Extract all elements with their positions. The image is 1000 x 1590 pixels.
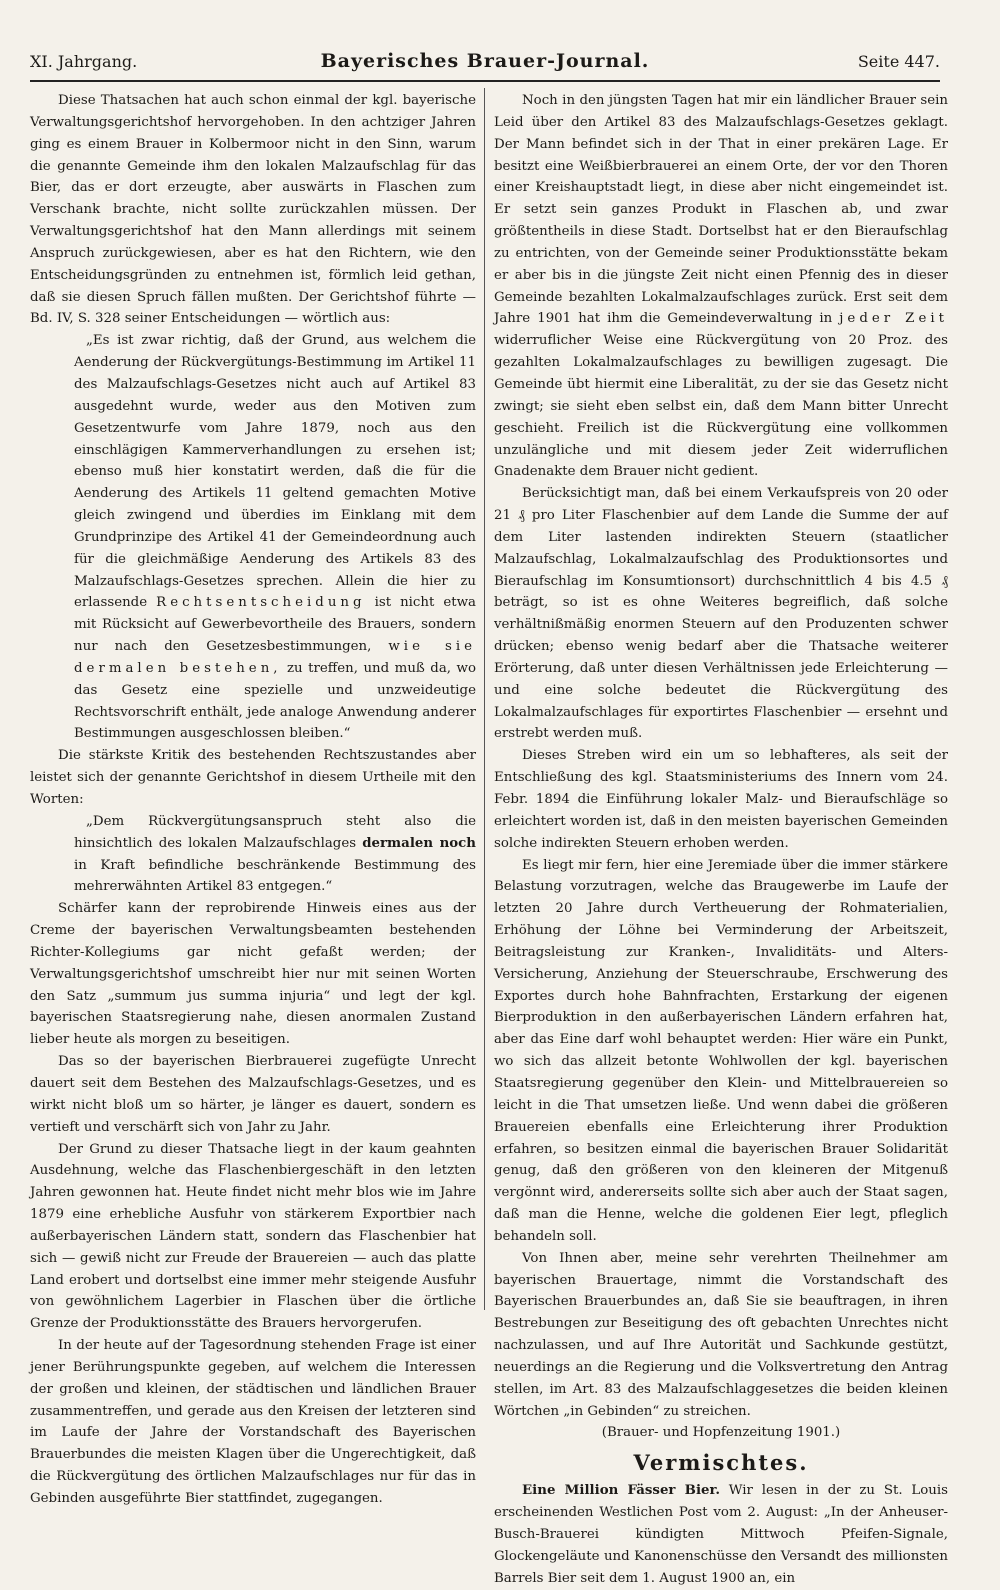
journal-title: Bayerisches Brauer-Journal.: [320, 50, 650, 72]
paragraph: In der heute auf der Tagesordnung stehenden Frage ist einer jener Berührungspunkte gegeben, auf welchem die Interessen der großen und kleinen, der städtischen und ländlichen Brauer zusammentreffen, und gerade aus den Kreisen der letzteren sind im Laufe der Jahre der Vorstandschaft des Bayerischen Brauerbundes die meisten Klagen über die Ungerechtigkeit, daß die Rückvergütung des örtlichen Malzaufschlages nur für das in Gebinden ausgeführte Bier stattfindet, zugegangen.: [30, 1338, 476, 1506]
paragraph: Die stärkste Kritik des bestehenden Rechtszustandes aber leistet sich der genannte Gerichtshof in diesem Urtheile mit den Worten:: [30, 748, 476, 807]
right-column: [494, 90, 948, 1590]
left-column: [30, 90, 476, 1510]
paragraph: Dieses Streben wird ein um so lebhafteres, als seit der Entschließung des kgl. Staatsministeriums des Innern vom 24. Febr. 1894 die Einführung lokaler Malz- und Bieraufschläge so erleichtert worden ist, daß in den meisten bayerischen Gemeinden solche indirekten Steuern erhoben werden.: [494, 748, 948, 851]
paragraph: Berücksichtigt man, daß bei einem Verkaufspreis von 20 oder 21 ₰ pro Liter Flaschenbier auf dem Lande die Summe der auf dem Liter lastenden indirekten Steuern (staatlicher Malzaufschlag, Lokalmalzaufschlag des Produktionsortes und Bieraufschlag im Konsumtionsort) durchschnittlich 4 bis 4.5 ₰ beträgt, so ist es ohne Weiteres begreiflich, daß solche verhältnißmäßig enormen Steuern auf den Produzenten schwer drücken; ebenso wenig bedarf aber die Thatsache weiterer Erörterung, daß unter diesen Verhältnissen jede Erleichterung — und eine solche bedeutet die Rückvergütung des Lokalmalzaufschlages für exportirtes Flaschenbier — ersehnt und erstrebt werden muß.: [494, 486, 948, 742]
court-quote-2: „Dem Rückvergütungsanspruch steht also die hinsichtlich des lokalen Malzaufschlages dermalen noch in Kraft befindliche beschränkende Bestimmung des mehrerwähnten Artikel 83 entgegen.“: [74, 813, 477, 895]
news-item: Eine Million Fässer Bier. Wir lesen in der zu St. Louis erscheinenden Westlichen Post vom 2. August: „In der Anheuser-Busch-Brauerei kündigten Mittwoch Pfeifen-Signale, Glockengeläute und Kanonenschüsse den Versandt des millionsten Barrels Bier seit dem 1. August 1900 an, ein: [494, 1482, 948, 1586]
source-citation: (Brauer- und Hopfenzeitung 1901.): [601, 1425, 841, 1441]
paragraph: Das so der bayerischen Bierbrauerei zugefügte Unrecht dauert seit dem Bestehen des Malzaufschlags-Gesetzes, und es wirkt nicht bloß um so härter, je länger es dauert, sondern es vertieft und verschärft sich von Jahr zu Jahr.: [30, 1054, 476, 1135]
paragraph: Es liegt mir fern, hier eine Jeremiade über die immer stärkere Belastung vorzutragen, welche das Braugewerbe im Laufe der letzten 20 Jahre durch Vertheuerung der Rohmaterialien, Erhöhung der Löhne bei Verminderung der Arbeitszeit, Beitragsleistung zur Kranken-, Invaliditäts- und Alters-Versicherung, Anziehung der Steuerschraube, Erschwerung des Exportes durch hohe Bahnfrachten, Erstarkung der eigenen Bierproduktion in den außerbayerischen Ländern erfahren hat, aber das Eine darf wohl behauptet werden: Hier wäre ein Punkt, wo sich das allzeit betonte Wohlwollen der kgl. bayerischen Staatsregierung gegenüber den Klein- und Mittelbrauereien so leicht in die That umsetzen ließe. Und wenn dabei die größeren Brauereien ebenfalls eine Erleichterung ihrer Produktion erfahren, so besitzen einmal die bayerischen Brauer Solidarität genug, daß den größeren von den kleineren der Mitgenuß vergönnt wird, andererseits sollte sich aber auch der Staat sagen, daß man die Henne, welche die goldenen Eier legt, pfleglich behandeln soll.: [494, 857, 948, 1244]
column-divider: [484, 88, 485, 1310]
paragraph: Diese Thatsachen hat auch schon einmal der kgl. bayerische Verwaltungsgerichtshof hervorgehoben. In den achtziger Jahren ging es einem Brauer in Kolbermoor nicht in den Sinn, warum die genannte Gemeinde ihm den lokalen Malzaufschlag für das Bier, das er dort erzeugte, aber auswärts in Flaschen zum Verschank brachte, nicht sollte zurückzahlen müssen. Der Verwaltungsgerichtshof hat den Mann allerdings mit seinem Anspruch zurückgewiesen, aber es hat den Richtern, wie den Entscheidungsgründen zu entnehmen ist, förmlich leid gethan, daß sie diesen Spruch fällen mußten. Der Gerichtshof führte — Bd. IV, S. 328 seiner Entscheidungen — wörtlich aus:: [30, 93, 476, 327]
paragraph: Von Ihnen aber, meine sehr verehrten Theilnehmer am bayerischen Brauertage, nimmt die Vorstandschaft des Bayerischen Brauerbundes an, daß Sie sie beauftragen, in ihren Bestrebungen zur Beseitigung des oft gebachten Unrechtes nicht nachzulassen, und auf Ihre Autorität und Sachkunde gestützt, neuerdings an die Regierung und die Volksvertretung den Antrag stellen, im Art. 83 des Malzaufschlaggesetzes die beiden kleinen Wörtchen „in Gebinden“ zu streichen.: [494, 1250, 948, 1419]
paragraph: Noch in den jüngsten Tagen hat mir ein ländlicher Brauer sein Leid über den Artikel 83 des Malzaufschlags-Gesetzes geklagt. Der Mann befindet sich in der That in einer prekären Lage. Er besitzt eine Weißbierbrauerei an einem Orte, der vor den Thoren einer Kreishauptstadt liegt, in diese aber nicht eingemeindet ist. Er setzt sein ganzes Produkt in Flaschen ab, und zwar größtentheils in diese Stadt. Dortselbst hat er den Bieraufschlag zu entrichten, von der Gemeinde seiner Produktionsstätte bekam er aber bis in die jüngste Zeit nicht einen Pfennig des in dieser Gemeinde bezahlten Lokalmalzaufschlages zurück. Erst seit dem Jahre 1901 hat ihm die Gemeindeverwaltung in jeder Zeit widerruflicher Weise eine Rückvergütung von 20 Proz. des gezahlten Lokalmalzaufschlages zu bewilligen zugesagt. Die Gemeinde übt hiermit eine Liberalität, zu der sie das Gesetz nicht zwingt; sie sieht eben selbst ein, daß dem Mann bitter Unrecht geschieht. Freilich ist die Rückvergütung eine vollkommen unzulängliche und mit diesem jeder Zeit widerruflichen Gnadenakte dem Brauer nicht gedient.: [494, 93, 948, 480]
section-heading: Vermischtes.: [633, 1450, 809, 1476]
volume-label: XI. Jahrgang.: [30, 52, 138, 71]
page-number: Seite 447.: [857, 52, 940, 71]
court-quote-1: „Es ist zwar richtig, daß der Grund, aus welchem die Aenderung der Rückvergütungs-Bestimmung im Artikel 11 des Malzaufschlags-Gesetzes nicht auch auf Artikel 83 ausgedehnt wurde, weder aus den Motiven zum Gesetzentwurfe vom Jahre 1879, noch aus den einschlägigen Kammerverhandlungen zu ersehen ist; ebenso muß hier konstatirt werden, daß die für die Aenderung des Artikels 11 geltend gemachten Motive gleich zwingend und überdies im Einklang mit dem Grundprinzipe des Artikel 41 der Gemeindeordnung auch für die gleichmäßige Aenderung des Artikels 83 des Malzaufschlags-Gesetzes sprechen. Allein die hier zu erlassende Rechtsentscheidung ist nicht etwa mit Rücksicht auf Gewerbevortheile des Brauers, sondern nur nach den Gesetzesbestimmungen, wie sie dermalen bestehen, zu treffen, und muß da, wo das Gesetz eine spezielle und unzweideutige Rechtsvorschrift enthält, jede analoge Anwendung anderer Bestimmungen ausgeschlossen bleiben.“: [74, 333, 477, 742]
page-header: [30, 52, 940, 82]
paragraph: Schärfer kann der reprobirende Hinweis eines aus der Creme der bayerischen Verwaltungsbeamten bestehenden Richter-Kollegiums gar nicht gefaßt werden; der Verwaltungsgerichtshof umschreibt hier nur mit seinen Worten den Satz „summum jus summa injuria“ und legt der kgl. bayerischen Staatsregierung nahe, diesen anormalen Zustand lieber heute als morgen zu beseitigen.: [30, 901, 476, 1048]
paragraph: Der Grund zu dieser Thatsache liegt in der kaum geahnten Ausdehnung, welche das Flaschenbiergeschäft in den letzten Jahren gewonnen hat. Heute findet nicht mehr blos wie im Jahre 1879 eine erhebliche Ausfuhr von stärkerem Exportbier nach außerbayerischen Ländern statt, sondern das Flaschenbier hat sich — gewiß nicht zur Freude der Brauereien — auch das platte Land erobert und dortselbst eine immer mehr steigende Ausfuhr von gewöhnlichem Lagerbier in Flaschen über die örtliche Grenze der Produktionsstätte des Brauers hervorgerufen.: [30, 1141, 476, 1332]
